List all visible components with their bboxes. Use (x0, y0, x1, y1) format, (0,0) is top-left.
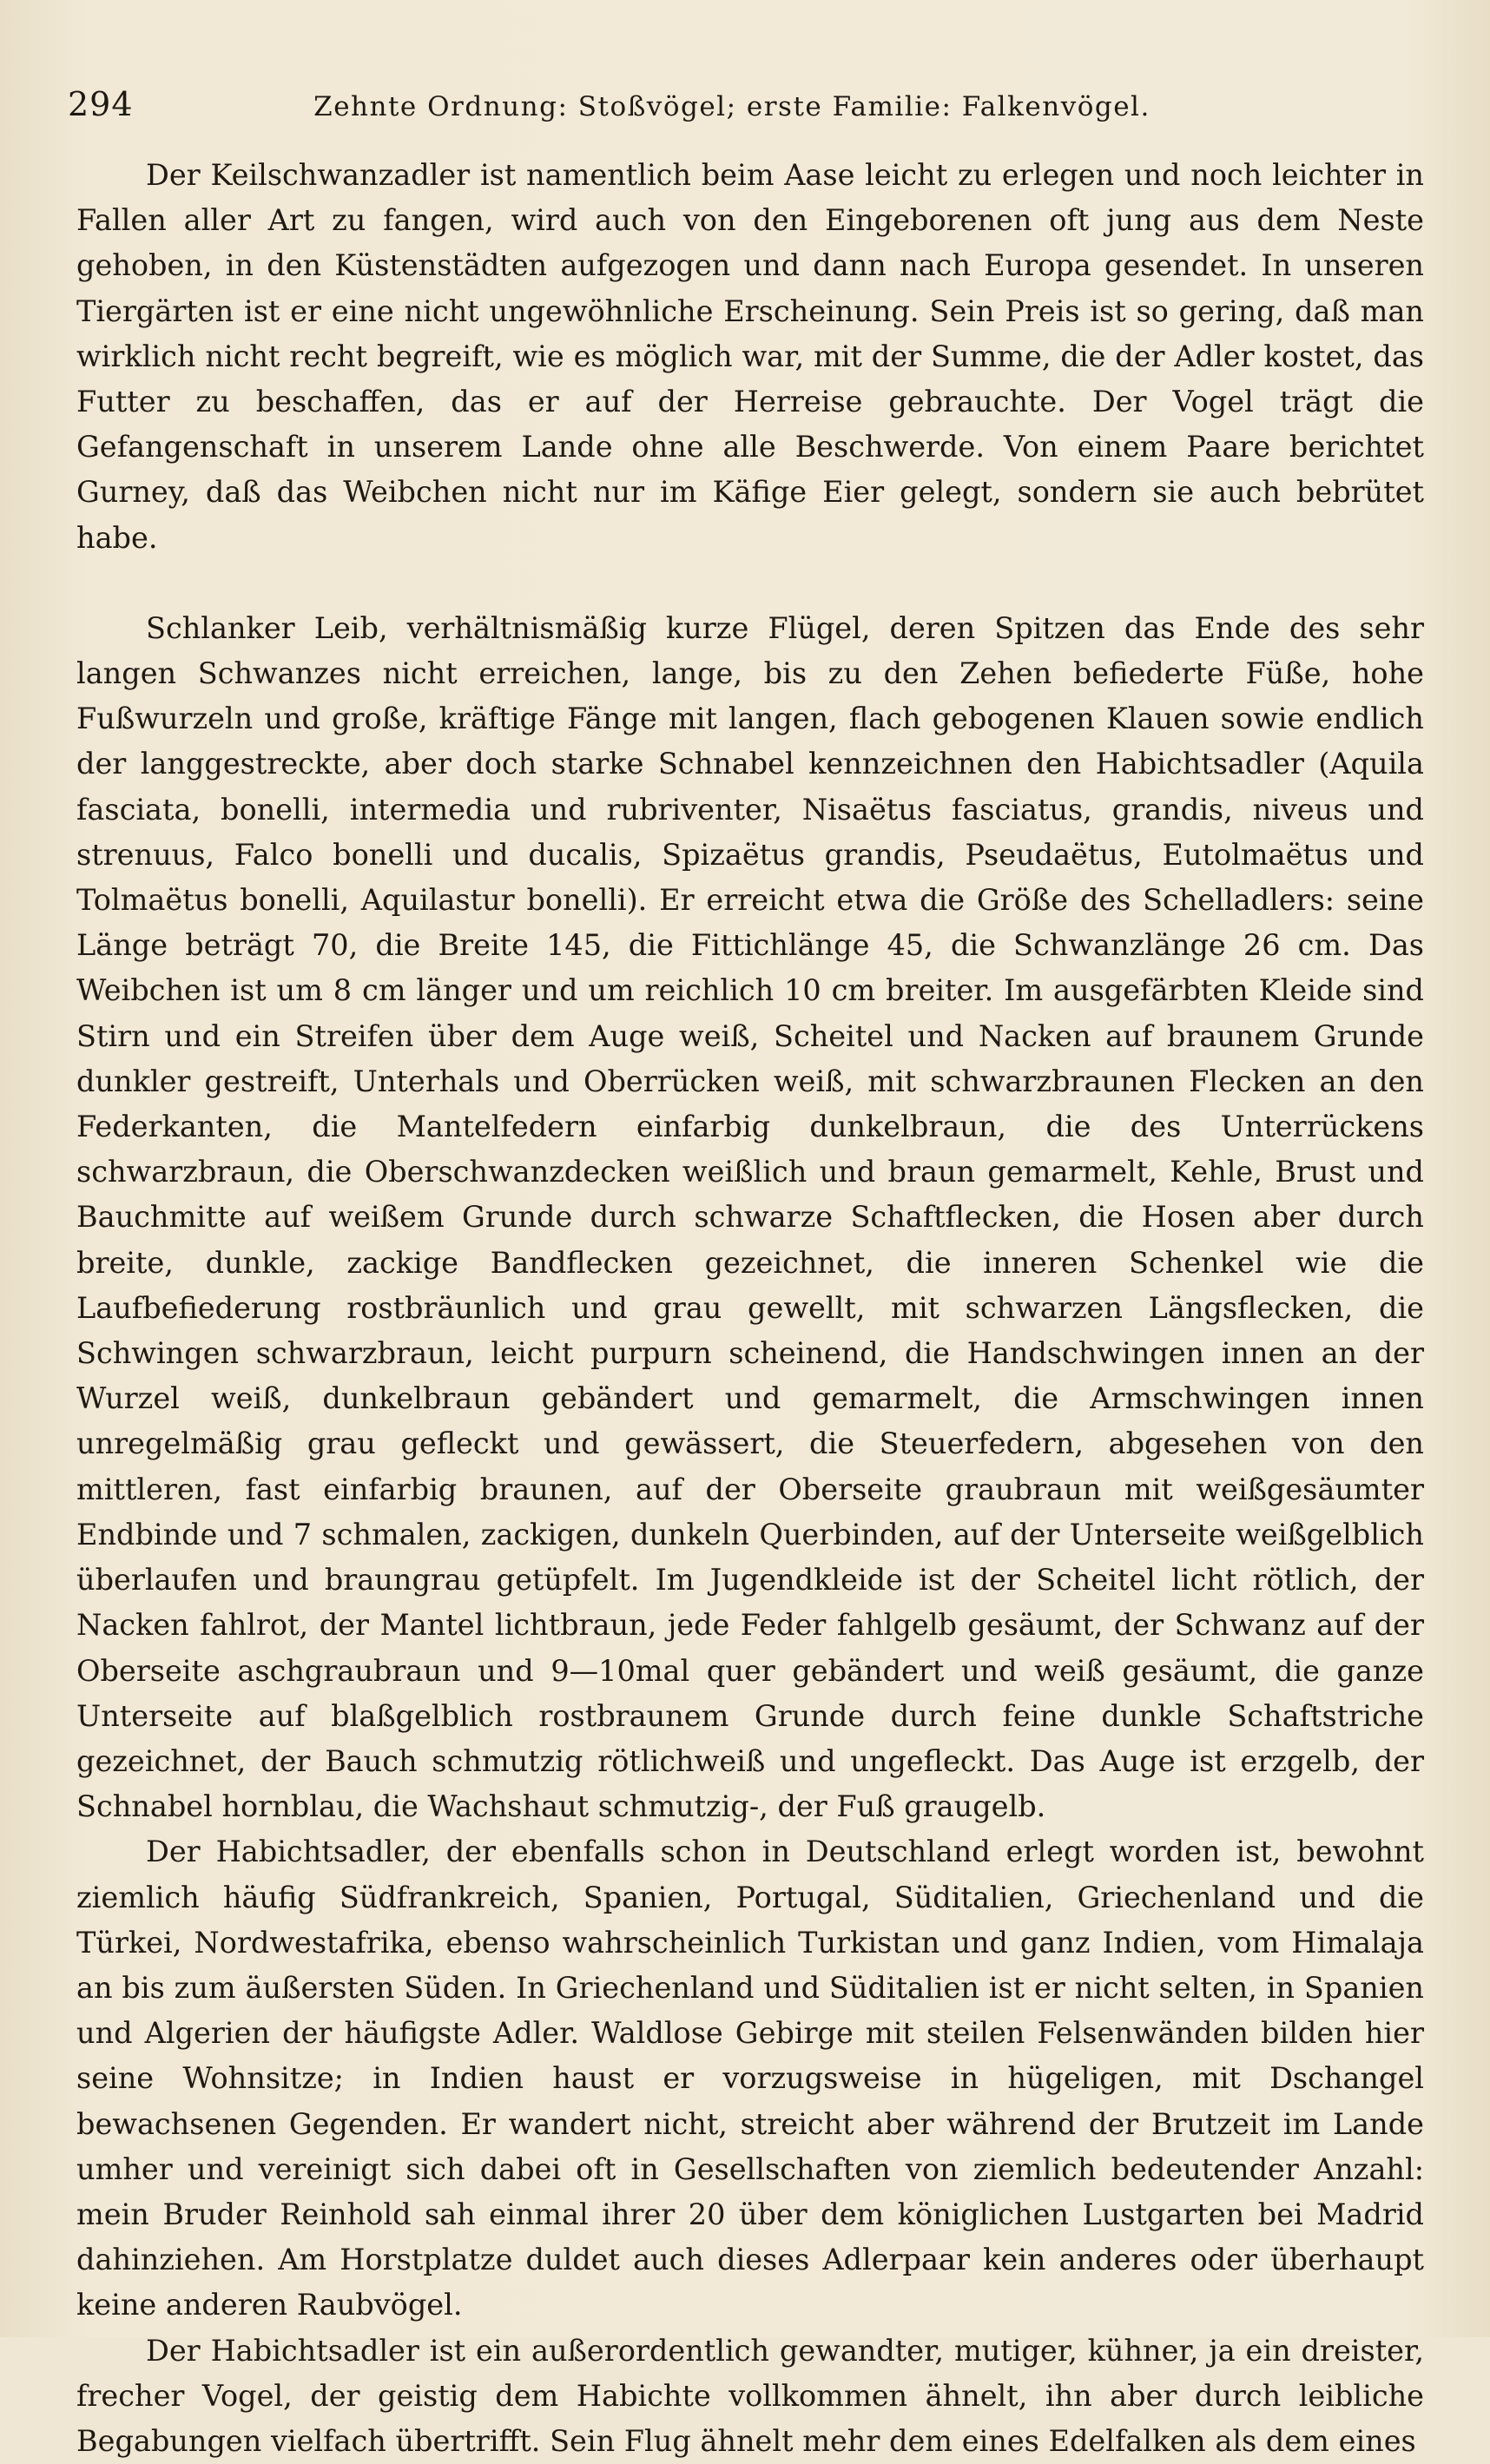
page-header (68, 85, 1422, 128)
body-text (76, 153, 1424, 2464)
running-head: Zehnte Ordnung: Stoßvögel; erste Familie: Falkenvögel. (313, 91, 1150, 122)
paragraph-habichtsadler-range: Der Habichtsadler, der ebenfalls schon in Deutschland erlegt worden ist, bewohnt ziemlich häufig Südfrankreich, Spanien, Portugal, Süditalien, Griechenland und die Türkei, Nordwestafrika, ebenso wahrscheinlich Turkistan und ganz Indien, vom Himalaja an bis zum äußersten Süden. In Griechenland und Süditalien ist er nicht selten, in Spanien und Algerien der häufigste Adler. Waldlose Gebirge mit steilen Felsenwänden bilden hier seine Wohnsitze; in Indien haust er vorzugsweise in hügeligen, mit Dschangel bewachsenen Gegenden. Er wandert nicht, streicht aber während der Brutzeit im Lande umher und vereinigt sich dabei oft in Gesellschaften von ziemlich bedeutender Anzahl: mein Bruder Reinhold sah einmal ihrer 20 über dem königlichen Lustgarten bei Madrid dahinziehen. Am Horstplatze duldet auch dieses Adlerpaar kein anderes oder überhaupt keine anderen Raubvögel. (76, 1835, 1424, 2322)
page-number: 294 (68, 85, 134, 123)
paragraph-habichtsadler-description: Schlanker Leib, verhältnismäßig kurze Flügel, deren Spitzen das Ende des sehr langen Schwanzes nicht erreichen, lange, bis zu den Zehen befiederte Füße, hohe Fußwurzeln und große, kräftige Fänge mit langen, flach gebogenen Klauen sowie endlich der langgestreckte, aber doch starke Schnabel kennzeichnen den Habichtsadler (Aquila fasciata, bonelli, intermedia und rubriventer, Nisaëtus fasciatus, grandis, niveus und strenuus, Falco bonelli und ducalis, Spizaëtus grandis, Pseudaëtus, Eutolmaëtus und Tolmaëtus bonelli, Aquilastur bonelli). Er erreicht etwa die Größe des Schelladlers: seine Länge beträgt 70, die Breite 145, die Fittichlänge 45, die Schwanzlänge 26 cm. Das Weibchen ist um 8 cm länger und um reichlich 10 cm breiter. Im ausgefärbten Kleide sind Stirn und ein Streifen über dem Auge weiß, Scheitel und Nacken auf braunem Grunde dunkler gestreift, Unterhals und Oberrücken weiß, mit schwarzbraunen Flecken an den Federkanten, die Mantelfedern einfarbig dunkelbraun, die des Unterrückens schwarzbraun, die Oberschwanzdecken weißlich und braun gemarmelt, Kehle, Brust und Bauchmitte auf weißem Grunde durch schwarze Schaftflecken, die Hosen aber durch breite, dunkle, zackige Bandflecken gezeichnet, die inneren Schenkel wie die Laufbefiederung rostbräunlich und grau gewellt, mit schwarzen Längsflecken, die Schwingen schwarzbraun, leicht purpurn scheinend, die Handschwingen innen an der Wurzel weiß, dunkelbraun gebändert und gemarmelt, die Armschwingen innen unregelmäßig grau gefleckt und gewässert, die Steuerfedern, abgesehen von den mittleren, fast einfarbig braunen, auf der Oberseite graubraun mit weißgesäumter Endbinde und 7 schmalen, zackigen, dunkeln Querbinden, auf der Unterseite weißgelblich überlaufen und braungrau getüpfelt. Im Jugendkleide ist der Scheitel licht rötlich, der Nacken fahlrot, der Mantel lichtbraun, jede Feder fahlgelb gesäumt, der Schwanz auf der Oberseite aschgraubraun und 9—10mal quer gebändert und weiß gesäumt, die ganze Unterseite auf blaßgelblich rostbraunem Grunde durch feine dunkle Schaftstriche gezeichnet, der Bauch schmutzig rötlichweiß und ungefleckt. Das Auge ist erzgelb, der Schnabel hornblau, die Wachshaut schmutzig-, der Fuß graugelb. (76, 610, 1424, 1824)
paragraph-habichtsadler-behavior: Der Habichtsadler ist ein außerordentlich gewandter, mutiger, kühner, ja ein dreister, frecher Vogel, der geistig dem Habichte vollkommen ähnelt, ihn aber durch leibliche Begabungen vielfach übertrifft. Sein Flug ähnelt mehr dem eines Edelfalken als dem eines (76, 2333, 1424, 2458)
paragraph-keilschwanzadler-captivity: Der Keilschwanzadler ist namentlich beim Aase leicht zu erlegen und noch leichter in Fallen aller Art zu fangen, wird auch von den Eingeborenen oft jung aus dem Neste gehoben, in den Küstenstädten aufgezogen und dann nach Europa gesendet. In unseren Tiergärten ist er eine nicht ungewöhnliche Erscheinung. Sein Preis ist so gering, daß man wirklich nicht recht begreift, wie es möglich war, mit der Summe, die der Adler kostet, das Futter zu beschaffen, das er auf der Herreise gebrauchte. Der Vogel trägt die Gefangenschaft in unserem Lande ohne alle Beschwerde. Von einem Paare berichtet Gurney, daß das Weibchen nicht nur im Käfige Eier gelegt, sondern sie auch bebrütet habe. (76, 158, 1424, 555)
